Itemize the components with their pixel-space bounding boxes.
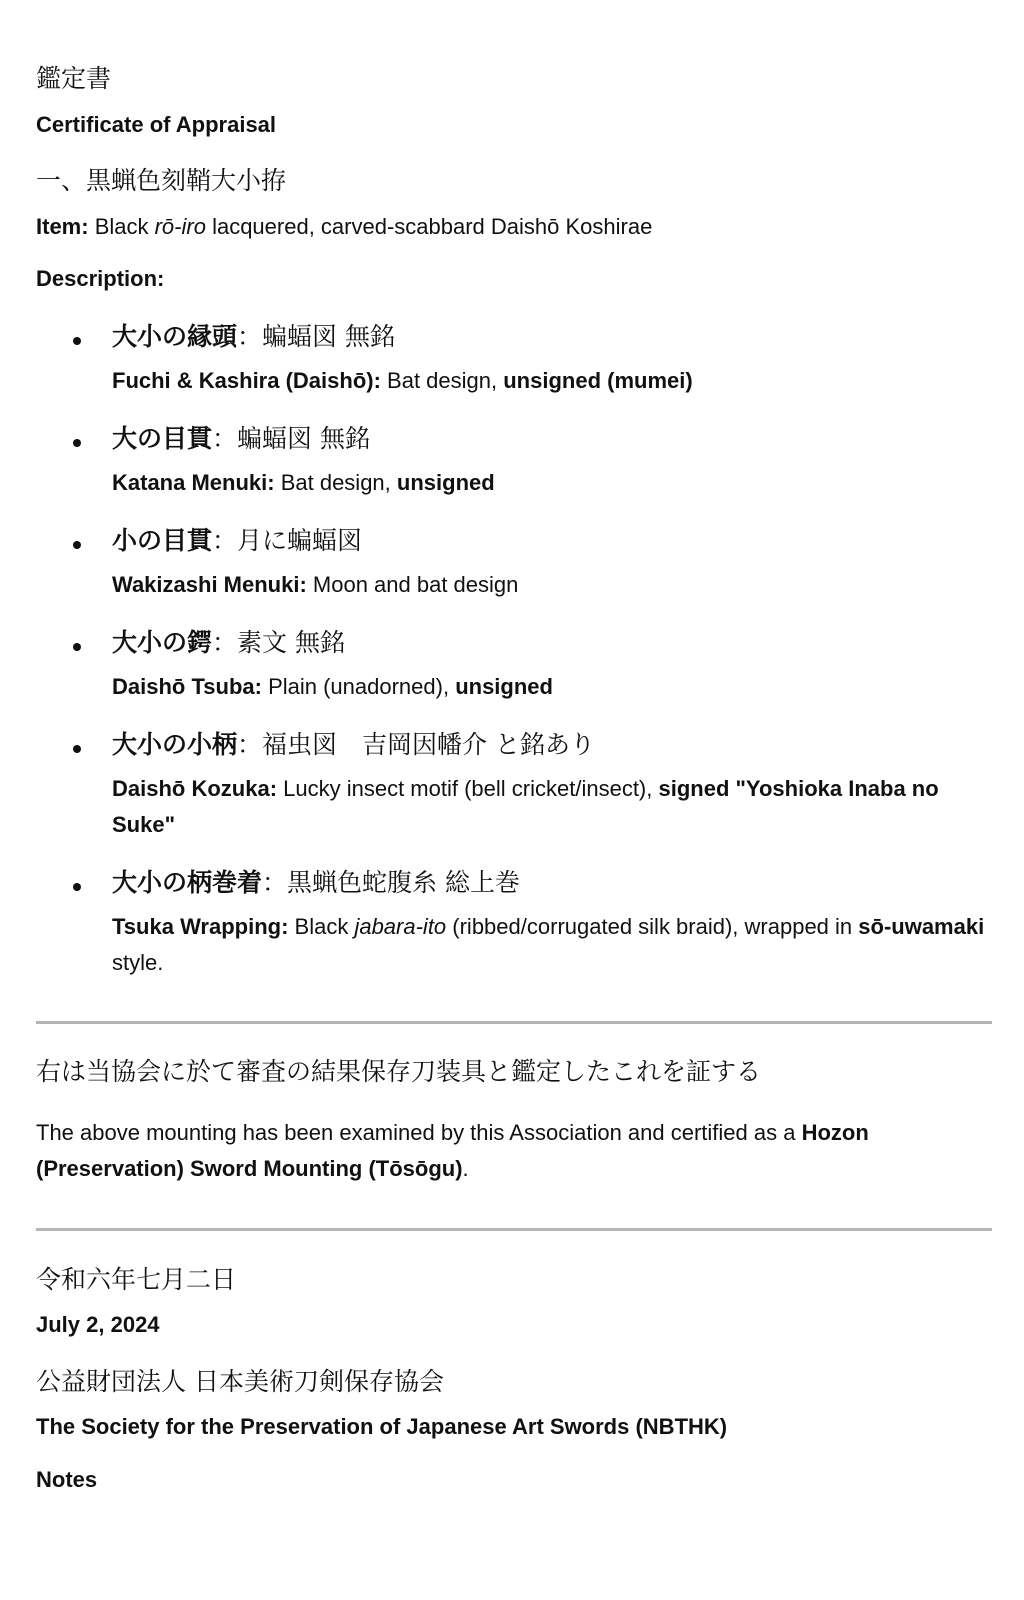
en-term: Wakizashi Menuki: <box>112 572 307 597</box>
bullet-icon <box>73 541 81 549</box>
description-heading: Description: <box>36 266 165 291</box>
description-item-jp <box>112 525 362 557</box>
jp-term: 小の目貫 <box>112 526 213 555</box>
en-emphasis: unsigned <box>396 470 495 495</box>
bullet-icon <box>73 643 81 651</box>
description-item-en <box>112 465 495 501</box>
en-detail: Bat design, <box>274 470 397 495</box>
item-line <box>36 209 652 245</box>
jp-detail: ：蝙蝠図 無銘 <box>237 322 395 351</box>
en-term: Daishō Kozuka: <box>112 776 278 801</box>
en-detail: Black <box>288 914 355 939</box>
en-emphasis: signed "Yoshioka Inaba no Suke" <box>112 776 939 837</box>
en-term: Fuchi & Kashira (Daishō): <box>112 368 381 393</box>
description-item-en <box>112 567 518 603</box>
organization-english: The Society for the Preservation of Japanese Art Swords (NBTHK) <box>36 1414 728 1439</box>
en-emphasis: unsigned (mumei) <box>503 368 693 393</box>
description-item-jp <box>112 423 370 455</box>
description-item-en <box>112 771 997 843</box>
item-label: Item: <box>36 214 89 239</box>
item-text: Black <box>94 214 155 239</box>
en-italic: jabara-ito <box>354 914 447 939</box>
jp-term: 大小の柄巻着 <box>112 868 263 897</box>
jp-detail: ：蝙蝠図 無銘 <box>212 424 370 453</box>
description-item-en <box>112 363 693 399</box>
date-english: July 2, 2024 <box>36 1312 160 1337</box>
en-term: Daishō Tsuba: <box>112 674 262 699</box>
item-italic: rō-iro <box>154 214 206 239</box>
description-item-jp <box>112 867 520 899</box>
en-detail: Lucky insect motif (bell cricket/insect), <box>277 776 659 801</box>
description-item-jp <box>112 627 345 659</box>
date-japanese: 令和六年七月二日 <box>36 1265 237 1294</box>
en-term: Katana Menuki: <box>112 470 275 495</box>
certification-end: . <box>462 1156 469 1181</box>
jp-term: 大小の縁頭 <box>112 322 238 351</box>
organization-japanese: 公益財団法人 日本美術刀剣保存協会 <box>36 1367 444 1396</box>
certification-text: The above mounting has been examined by this Association and certified as a <box>36 1120 802 1145</box>
certification-english <box>36 1115 986 1187</box>
bullet-icon <box>73 439 81 447</box>
divider <box>36 1021 992 1024</box>
divider <box>36 1228 992 1231</box>
bullet-icon <box>73 745 81 753</box>
en-detail: Moon and bat design <box>306 572 519 597</box>
certification-japanese: 右は当協会に於て審査の結果保存刀装具と鑑定したこれを証する <box>36 1057 762 1086</box>
description-item-en <box>112 909 992 981</box>
title-english: Certificate of Appraisal <box>36 112 277 137</box>
en-emphasis: unsigned <box>455 674 553 699</box>
en-emphasis: sō-uwamaki <box>858 914 985 939</box>
jp-term: 大の目貫 <box>112 424 213 453</box>
item-text-rest: lacquered, carved-scabbard Daishō Koshirae <box>205 214 653 239</box>
jp-detail: ：素文 無銘 <box>212 628 345 657</box>
description-item-jp <box>112 729 595 761</box>
en-detail-2: (ribbed/corrugated silk braid), wrapped in <box>446 914 859 939</box>
jp-term: 大小の小柄 <box>112 730 238 759</box>
item-japanese: 一、黒蝋色刻鞘大小拵 <box>36 166 287 195</box>
en-detail: Bat design, <box>380 368 504 393</box>
jp-detail: ：月に蝙蝠図 <box>212 526 363 555</box>
bullet-icon <box>73 337 81 345</box>
notes-heading: Notes <box>36 1467 98 1492</box>
jp-detail: ：黒蝋色蛇腹糸 総上巻 <box>262 868 520 897</box>
en-term: Tsuka Wrapping: <box>112 914 289 939</box>
bullet-icon <box>73 883 81 891</box>
jp-detail: ：福虫図 吉岡因幡介 と銘あり <box>237 730 595 759</box>
en-detail-3: style. <box>112 950 164 975</box>
title-japanese: 鑑定書 <box>36 64 112 93</box>
jp-term: 大小の鍔 <box>112 628 213 657</box>
description-item-jp <box>112 321 395 353</box>
certification-emphasis: Hozon (Preservation) Sword Mounting (Tōsōgu) <box>36 1120 869 1181</box>
description-item-en <box>112 669 553 705</box>
en-detail: Plain (unadorned), <box>261 674 456 699</box>
